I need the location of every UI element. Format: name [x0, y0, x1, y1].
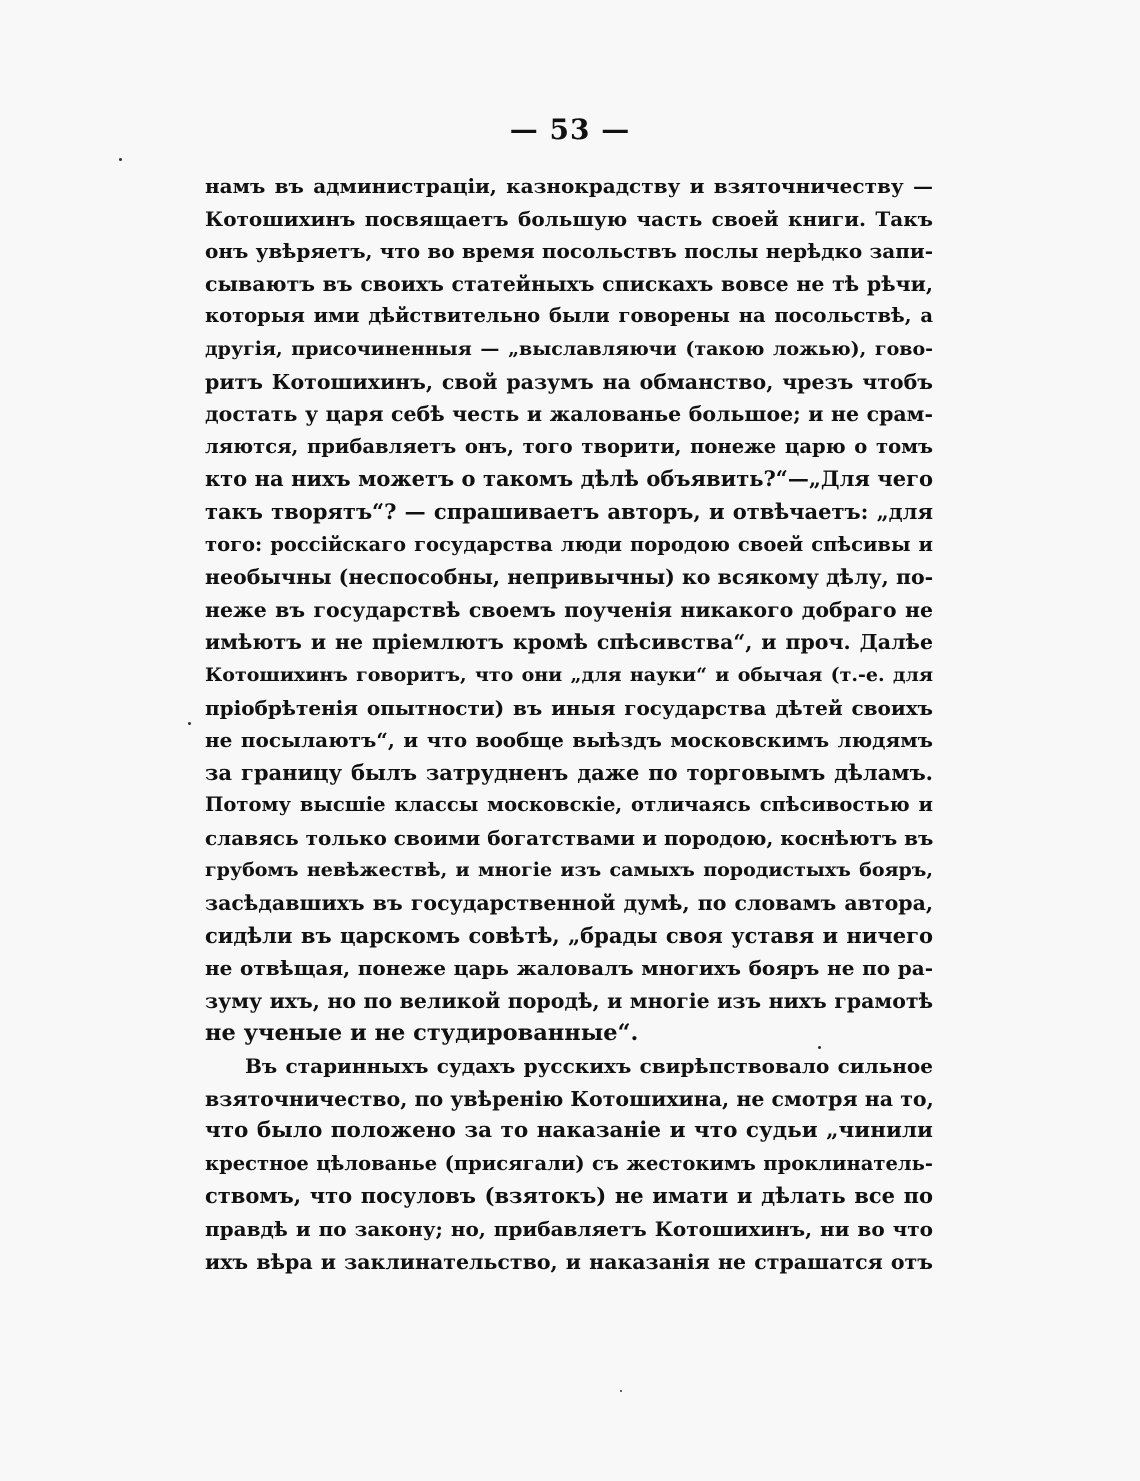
body-text: [205, 170, 933, 1278]
scan-speck: [119, 158, 122, 161]
paragraph-end-line: не ученые и не студированные“.: [205, 1020, 639, 1047]
text-line: не посылаютъ“, и что вообще выѣздъ московскимъ людямъ: [205, 728, 933, 753]
text-line: другія, присочиненныя — „выславляючи (такою ложью), гово-: [205, 337, 933, 360]
text-line: намъ въ администраціи, казнокрадству и взяточничеству —: [205, 174, 933, 198]
text-line: ляются, прибавляетъ онъ, того творити, понеже царю о томъ: [205, 434, 933, 458]
text-line: засѣдавшихъ въ государственной думѣ, по словамъ автора,: [205, 891, 933, 916]
text-line: что было положено за то наказаніе и что судьи „чинили: [205, 1118, 933, 1144]
scan-speck: [620, 1390, 622, 1392]
text-line: такъ творятъ“? — спрашиваетъ авторъ, и отвѣчаетъ: „для: [205, 498, 933, 524]
scan-speck: [188, 722, 191, 725]
scan-speck: [818, 1046, 821, 1049]
text-line: ствомъ, что посуловъ (взятокъ) не имати и дѣлать все по: [205, 1183, 933, 1209]
text-line: того: россійскаго государства люди породою своей спѣсивы и: [205, 532, 933, 556]
text-line: Потому высшіе классы московскіе, отличаясь спѣсивостью и: [205, 793, 933, 817]
paragraph-start-line: Въ старинныхъ судахъ русскихъ свирѣпствовало сильное: [245, 1054, 933, 1079]
text-line: пріобрѣтенія опытности) въ иныя государства дѣтей своихъ: [205, 695, 933, 720]
text-line: не отвѣщая, понеже царь жаловалъ многихъ бояръ не по ра-: [205, 956, 933, 981]
text-line: имѣютъ и не пріемлютъ кромѣ спѣсивства“, и проч. Далѣе: [205, 630, 933, 655]
text-line: зуму ихъ, но по великой породѣ, и многіе изъ нихъ грамотѣ: [205, 988, 933, 1013]
page-number: — 53 —: [509, 113, 631, 146]
text-line: ритъ Котошихинъ, свой разумъ на обманство, чрезъ чтобъ: [205, 369, 933, 394]
text-line: взяточничество, по увѣренію Котошихина, не смотря на то,: [205, 1086, 934, 1111]
text-line: неже въ государствѣ своемъ поученія никакого добраго не: [205, 597, 933, 622]
text-line: онъ увѣряетъ, что во время посольствъ послы нерѣдко запи-: [205, 239, 933, 264]
text-line: правдѣ и по закону; но, прибавляетъ Котошихинъ, ни во что: [205, 1217, 933, 1241]
text-line: кто на нихъ можетъ о такомъ дѣлѣ объявить?“—„Для чего: [205, 466, 933, 492]
text-line: Котошихинъ посвящаетъ большую часть своей книги. Такъ: [205, 206, 933, 231]
text-line: сываютъ въ своихъ статейныхъ спискахъ вовсе не тѣ рѣчи,: [205, 271, 933, 296]
text-line: ихъ вѣра и заклинательство, и наказанія не страшатся отъ: [205, 1249, 933, 1274]
text-line: крестное цѣлованье (присягали) съ жестокимъ проклинатель-: [205, 1151, 933, 1175]
text-line: славясь только своими богатствами и породою, коснѣютъ въ: [205, 825, 934, 850]
text-line: грубомъ невѣжествѣ, и многіе изъ самыхъ породистыхъ бояръ,: [205, 859, 933, 882]
text-line: достать у царя себѣ честь и жалованье большое; и не срам-: [205, 402, 933, 427]
text-line: необычны (неспособны, непривычны) ко всякому дѣлу, по-: [205, 565, 934, 590]
text-line: которыя ими дѣйствительно были говорены на посольствѣ, а: [205, 304, 933, 328]
text-line: Котошихинъ говоритъ, что они „для науки“ и обычая (т.-е. для: [205, 663, 933, 686]
text-line: за границу былъ затрудненъ даже по торговымъ дѣламъ.: [205, 759, 933, 785]
text-line: сидѣли въ царскомъ совѣтѣ, „брады своя уставя и ничего: [205, 922, 933, 948]
